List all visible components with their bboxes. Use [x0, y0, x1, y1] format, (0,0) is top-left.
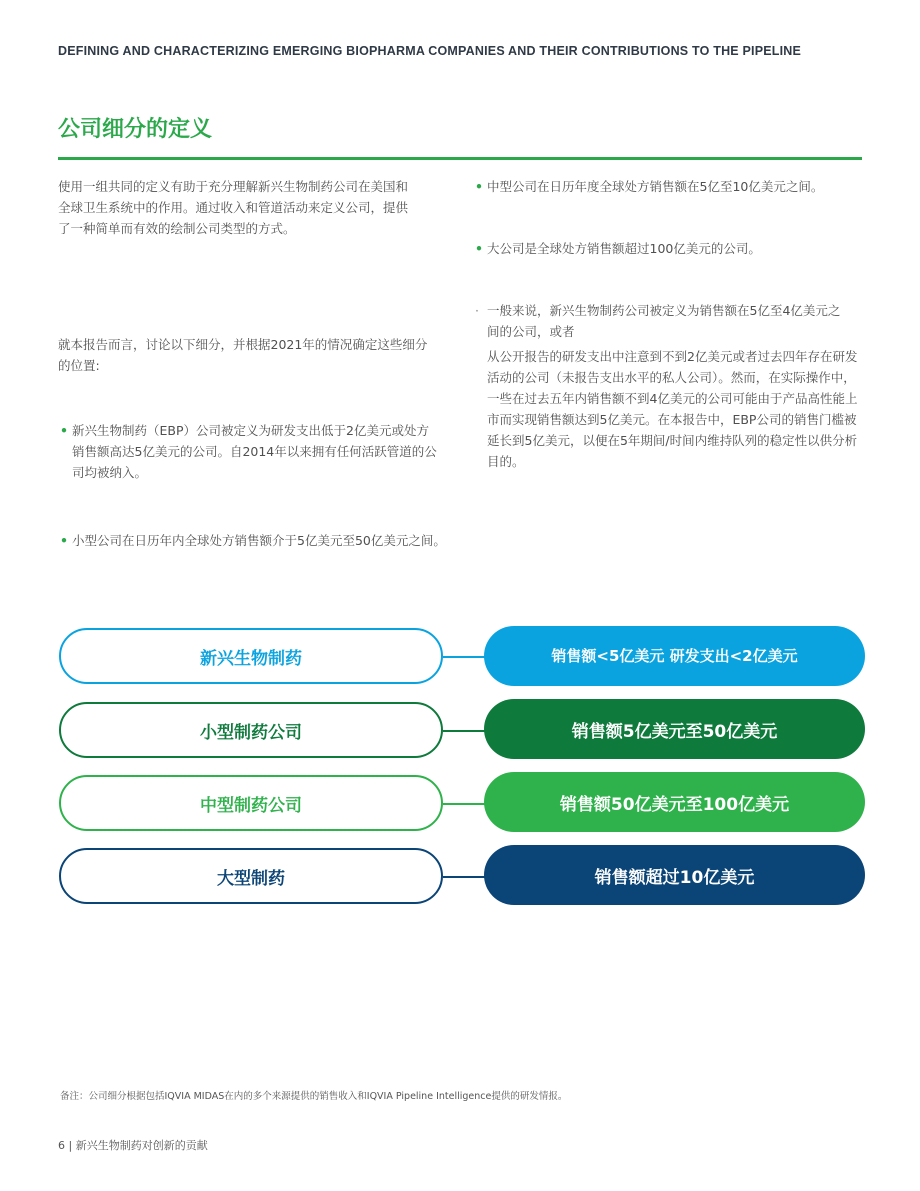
- bullet-dot-icon: ·: [475, 303, 479, 318]
- title-divider: [58, 157, 862, 160]
- segment-label-mid: 中型制药公司: [59, 775, 443, 831]
- intro-paragraph: 使用一组共同的定义有助于充分理解新兴生物制药公司在美国和全球卫生系统中的作用。通过收入和管道活动来定义公司，提供了一种简单而有效的绘制公司类型的方式。: [58, 179, 409, 236]
- lead-paragraph: 就本报告而言，讨论以下细分，并根据2021年的情况确定这些细分的位置:: [58, 337, 428, 373]
- bullet-small-text: 小型公司在日历年内全球处方销售额介于5亿美元至50亿美元之间。: [72, 533, 446, 548]
- bullet-dot-icon: •: [60, 533, 68, 548]
- segment-label-emerging: 新兴生物制药: [59, 628, 443, 684]
- bullet-note: [473, 300, 842, 342]
- bullet-large: [473, 238, 847, 259]
- bullet-dot-icon: •: [475, 241, 483, 256]
- bullet-dot-icon: •: [60, 423, 68, 438]
- bullet-note-text: 一般来说，新兴生物制药公司被定义为销售额在5亿至4亿美元之间的公司，或者: [487, 303, 841, 339]
- running-header: DEFINING AND CHARACTERIZING EMERGING BIOPHARMA COMPANIES AND THEIR CONTRIBUTIONS TO THE PIPELINE: [58, 44, 802, 58]
- segment-connector: [443, 730, 485, 732]
- bullet-small: [58, 530, 452, 551]
- segment-connector: [443, 876, 485, 878]
- segment-criteria-mid: 销售额50亿美元至100亿美元: [484, 772, 865, 832]
- segment-connector: [443, 803, 485, 805]
- segment-criteria-large: 销售额超过10亿美元: [484, 845, 865, 905]
- segment-connector: [443, 656, 485, 658]
- note-paragraph: 从公开报告的研发支出中注意到不到2亿美元或者过去四年存在研发活动的公司（未报告支出水平的私人公司）。然而，在实际操作中，一些在过去五年内销售额不到4亿美元的公司可能由于产品高性能上市而实现销售额达到5亿美元。在本报告中，EBP公司的销售门槛被延长到5亿美元，以便在5年期间/时间内维持队列的稳定性以供分析目的。: [487, 349, 858, 469]
- segment-label-small: 小型制药公司: [59, 702, 443, 758]
- bullet-dot-icon: •: [475, 179, 483, 194]
- page-footer: 6 | 新兴生物制药对创新的贡献: [58, 1139, 208, 1152]
- segment-criteria-small: 销售额5亿美元至50亿美元: [484, 699, 865, 759]
- footnote: 备注：公司细分根据包括IQVIA MIDAS在内的多个来源提供的销售收入和IQVIA Pipeline Intelligence提供的研发情报。: [60, 1091, 568, 1102]
- bullet-ebp-text: 新兴生物制药（EBP）公司被定义为研发支出低于2亿美元或处方销售额高达5亿美元的公司。自2014年以来拥有任何活跃管道的公司均被纳入。: [72, 423, 437, 480]
- bullet-ebp: [58, 420, 437, 483]
- bullet-mid: [473, 176, 847, 197]
- page-title: 公司细分的定义: [58, 117, 213, 142]
- bullet-large-text: 大公司是全球处方销售额超过100亿美元的公司。: [487, 241, 761, 256]
- segment-criteria-emerging: 销售额<5亿美元 研发支出<2亿美元: [484, 626, 865, 686]
- segment-label-large: 大型制药: [59, 848, 443, 904]
- bullet-mid-text: 中型公司在日历年度全球处方销售额在5亿至10亿美元之间。: [487, 179, 824, 194]
